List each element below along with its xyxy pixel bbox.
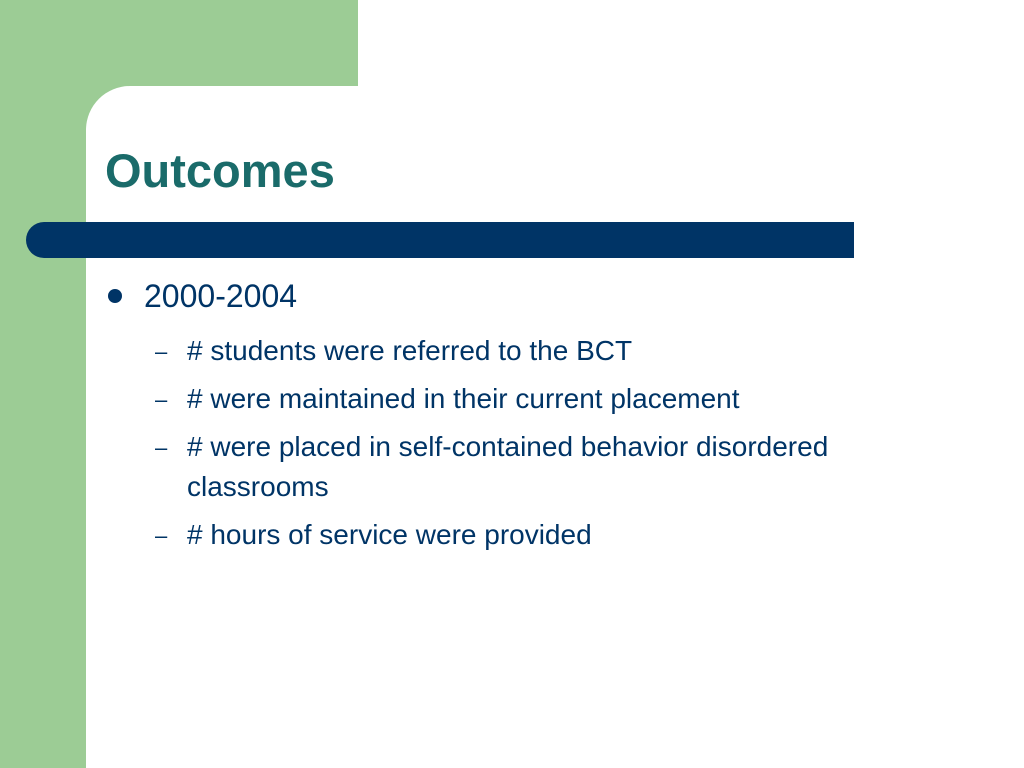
dash-icon: – [155,387,168,412]
sub-bullet-item [155,379,895,419]
bullet-item [108,276,297,316]
sub-bullet-text: # hours of service were provided [187,519,592,550]
dash-icon: – [155,339,168,364]
dash-icon: – [155,435,168,460]
sub-bullet-text: # students were referred to the BCT [187,335,633,366]
sub-bullet-list [155,331,895,563]
dash-icon: – [155,523,168,548]
sub-bullet-item [155,331,895,371]
sub-bullet-text: # were placed in self-contained behavior disordered classrooms [187,431,829,502]
bullet-text: 2000-2004 [144,278,298,314]
title-underline-bar [26,222,854,258]
sub-bullet-item [155,515,895,555]
sub-bullet-text: # were maintained in their current placement [187,383,740,414]
sub-bullet-item [155,427,895,507]
bullet-dot-icon [108,289,122,303]
slide-title: Outcomes [105,144,335,197]
